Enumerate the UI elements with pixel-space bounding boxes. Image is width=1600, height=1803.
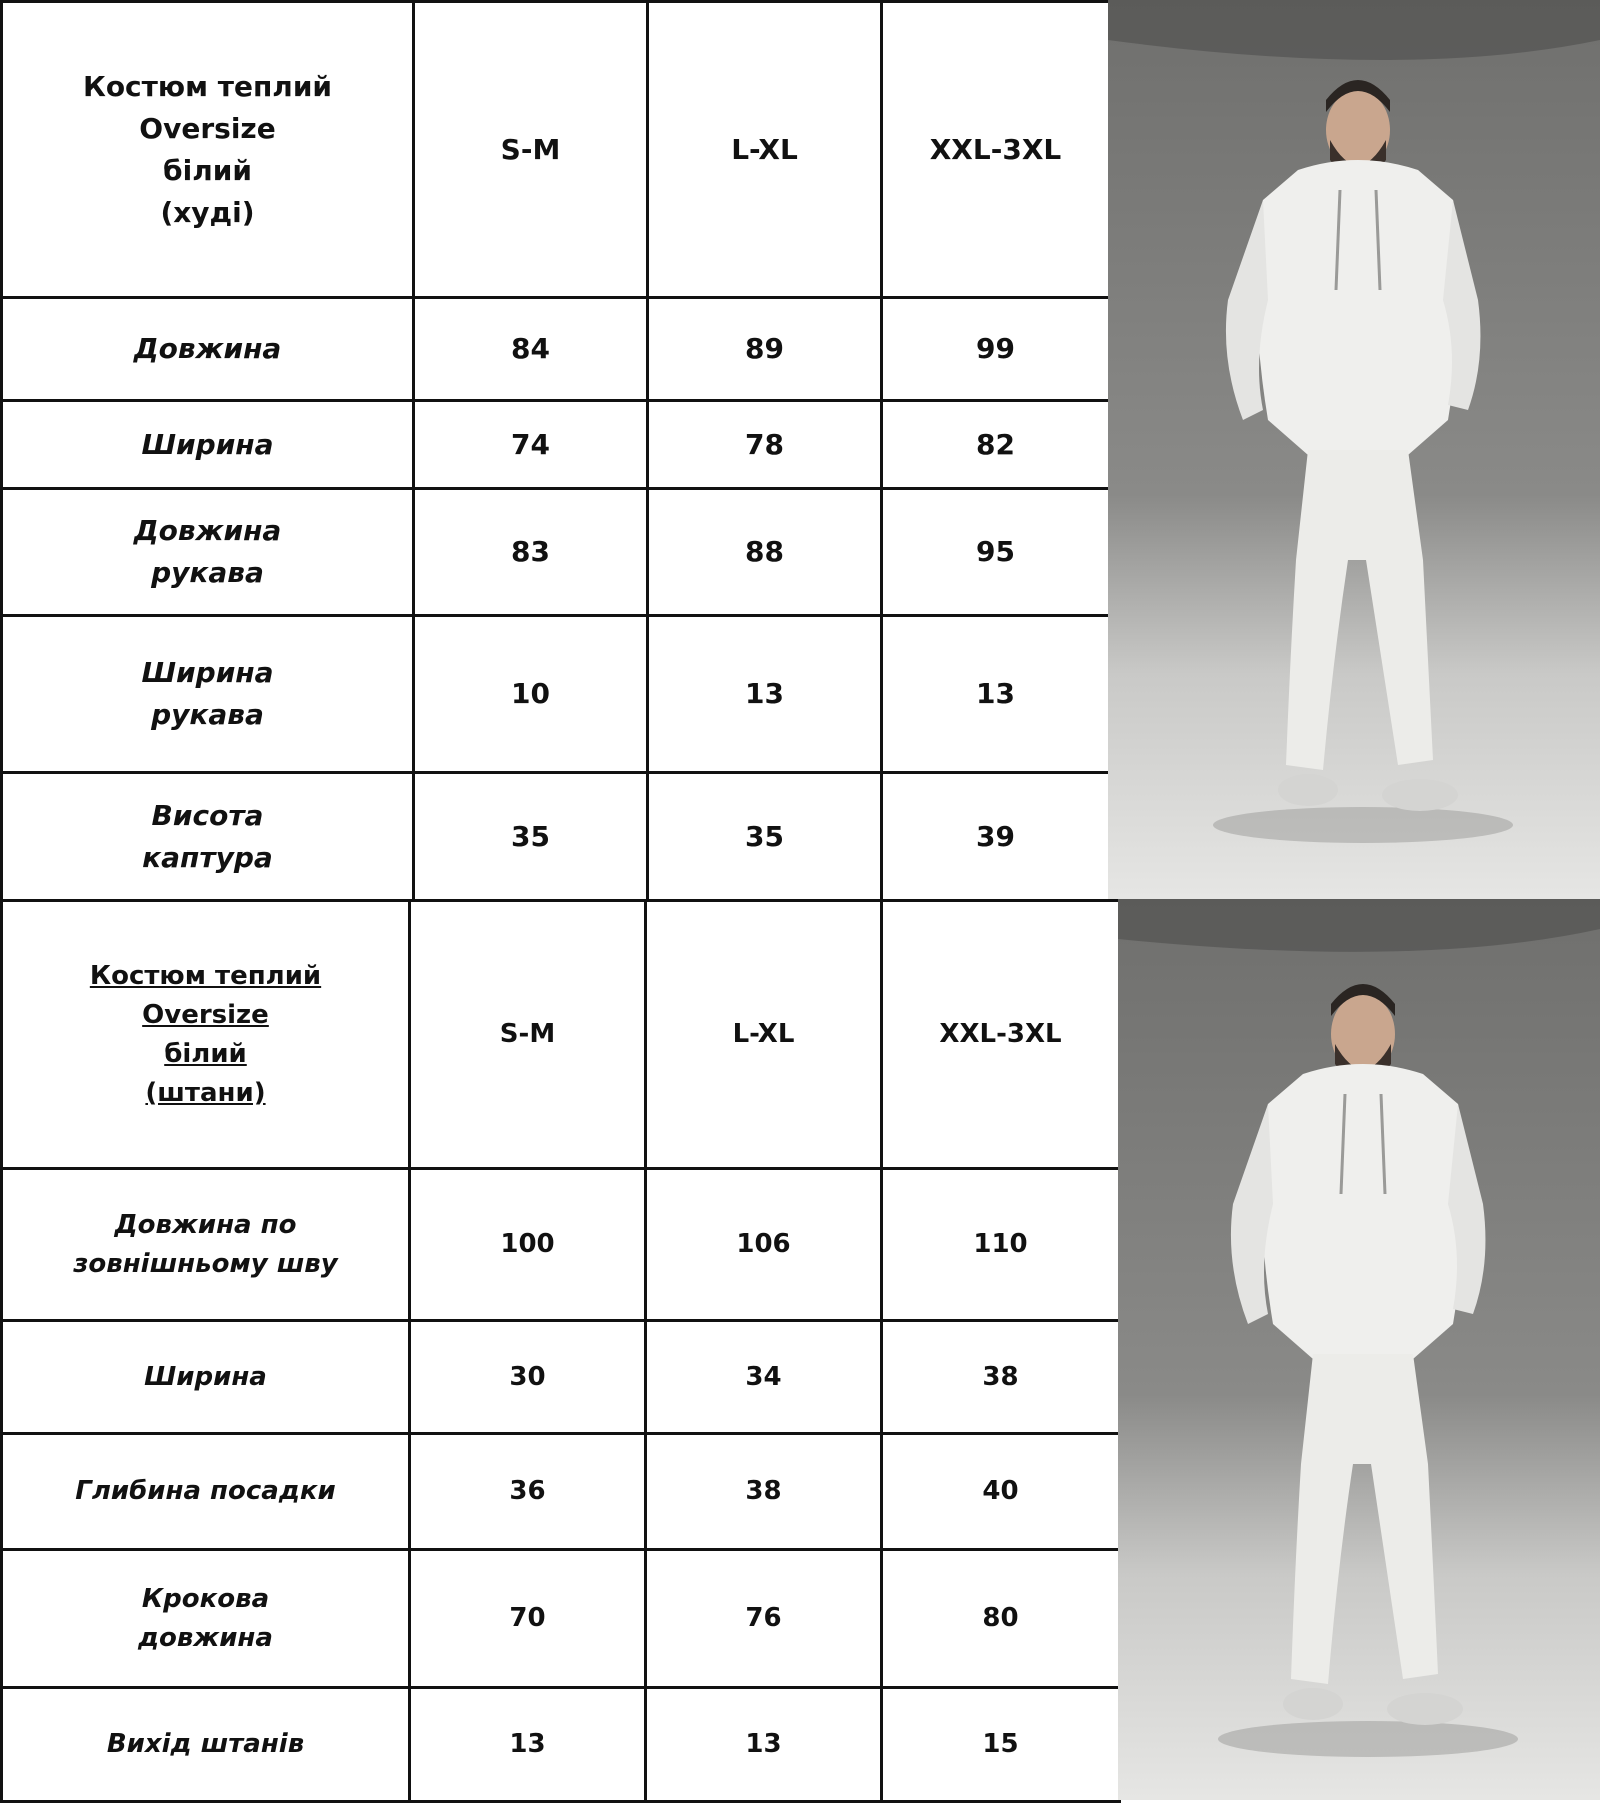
value-cell: 84 xyxy=(414,298,648,401)
row-label-line: Вихід штанів xyxy=(106,1729,305,1759)
value-cell: 10 xyxy=(414,616,648,773)
title-line: Костюм теплий xyxy=(82,69,333,103)
row-label xyxy=(2,1169,410,1321)
value-cell: 106 xyxy=(646,1169,882,1321)
value-cell: 35 xyxy=(414,773,648,901)
value-cell: 70 xyxy=(410,1550,646,1688)
table-row xyxy=(2,773,1110,901)
row-label-line: Глибина посадки xyxy=(75,1476,336,1506)
value-cell: 38 xyxy=(882,1321,1120,1434)
hoodie-size-section xyxy=(0,0,1600,899)
value-cell: 99 xyxy=(882,298,1110,401)
table-row xyxy=(2,1169,1120,1321)
value-cell: 40 xyxy=(882,1434,1120,1550)
row-label-line: Висота xyxy=(151,798,264,832)
value-cell: 38 xyxy=(646,1434,882,1550)
row-label xyxy=(2,489,414,616)
title-line: Oversize xyxy=(142,999,269,1030)
value-cell: 110 xyxy=(882,1169,1120,1321)
model-photo-illustration xyxy=(1108,0,1600,899)
pants-table-title xyxy=(2,901,410,1169)
row-label xyxy=(2,298,414,401)
value-cell: 30 xyxy=(410,1321,646,1434)
table-row xyxy=(2,298,1110,401)
table-row xyxy=(2,1434,1120,1550)
model-photo-hoodie xyxy=(1108,0,1600,899)
value-cell: 89 xyxy=(648,298,882,401)
row-label-line: каптура xyxy=(142,840,273,874)
value-cell: 35 xyxy=(648,773,882,901)
value-cell: 13 xyxy=(646,1688,882,1802)
row-label-line: Ширина xyxy=(141,656,274,689)
value-cell: 76 xyxy=(646,1550,882,1688)
row-label xyxy=(2,401,414,489)
table-row xyxy=(2,1688,1120,1802)
hoodie-header-row xyxy=(2,2,1110,298)
table-row xyxy=(2,1550,1120,1688)
size-header-l-xl: L-XL xyxy=(646,901,882,1169)
value-cell: 88 xyxy=(648,489,882,616)
table-row xyxy=(2,1321,1120,1434)
table-row xyxy=(2,489,1110,616)
row-label-line: довжина xyxy=(138,1622,273,1653)
hoodie-table-title xyxy=(2,2,414,298)
row-label xyxy=(2,1321,410,1434)
row-label-line: рукава xyxy=(151,556,264,589)
hoodie-size-table xyxy=(0,0,1111,902)
value-cell: 13 xyxy=(410,1688,646,1802)
value-cell: 82 xyxy=(882,401,1110,489)
value-cell: 36 xyxy=(410,1434,646,1550)
value-cell: 39 xyxy=(882,773,1110,901)
pants-size-table xyxy=(0,899,1121,1803)
row-label xyxy=(2,616,414,773)
value-cell: 83 xyxy=(414,489,648,616)
row-label xyxy=(2,773,414,901)
title-line: білий xyxy=(163,153,252,187)
row-label xyxy=(2,1434,410,1550)
row-label-line: зовнішньому шву xyxy=(73,1248,338,1279)
title-line: (штани) xyxy=(145,1077,266,1108)
row-label-line: Довжина xyxy=(133,514,282,547)
title-line: білий xyxy=(164,1038,247,1069)
value-cell: 80 xyxy=(882,1550,1120,1688)
size-header-xxl-3xl: XXL-3XL xyxy=(882,2,1110,298)
row-label-line: Довжина по xyxy=(114,1209,297,1240)
size-header-s-m: S-M xyxy=(414,2,648,298)
value-cell: 15 xyxy=(882,1688,1120,1802)
size-header-xxl-3xl: XXL-3XL xyxy=(882,901,1120,1169)
table-row xyxy=(2,401,1110,489)
value-cell: 100 xyxy=(410,1169,646,1321)
row-label-line: Крокова xyxy=(141,1583,270,1614)
row-label-line: рукава xyxy=(151,698,264,731)
title-line: Oversize xyxy=(139,111,276,145)
value-cell: 13 xyxy=(882,616,1110,773)
row-label xyxy=(2,1550,410,1688)
size-header-s-m: S-M xyxy=(410,901,646,1169)
value-cell: 74 xyxy=(414,401,648,489)
pants-size-section xyxy=(0,899,1600,1800)
row-label xyxy=(2,1688,410,1802)
value-cell: 95 xyxy=(882,489,1110,616)
value-cell: 13 xyxy=(648,616,882,773)
row-label-line: Довжина xyxy=(133,332,282,365)
value-cell: 34 xyxy=(646,1321,882,1434)
size-header-l-xl: L-XL xyxy=(648,2,882,298)
model-photo-pants xyxy=(1118,899,1600,1800)
title-line: Костюм теплий xyxy=(89,960,322,991)
title-line: (худі) xyxy=(160,195,255,229)
row-label-line: Ширина xyxy=(141,427,274,461)
table-row xyxy=(2,616,1110,773)
pants-header-row xyxy=(2,901,1120,1169)
value-cell: 78 xyxy=(648,401,882,489)
model-photo-illustration xyxy=(1118,899,1600,1800)
row-label-line: Ширина xyxy=(144,1361,267,1392)
